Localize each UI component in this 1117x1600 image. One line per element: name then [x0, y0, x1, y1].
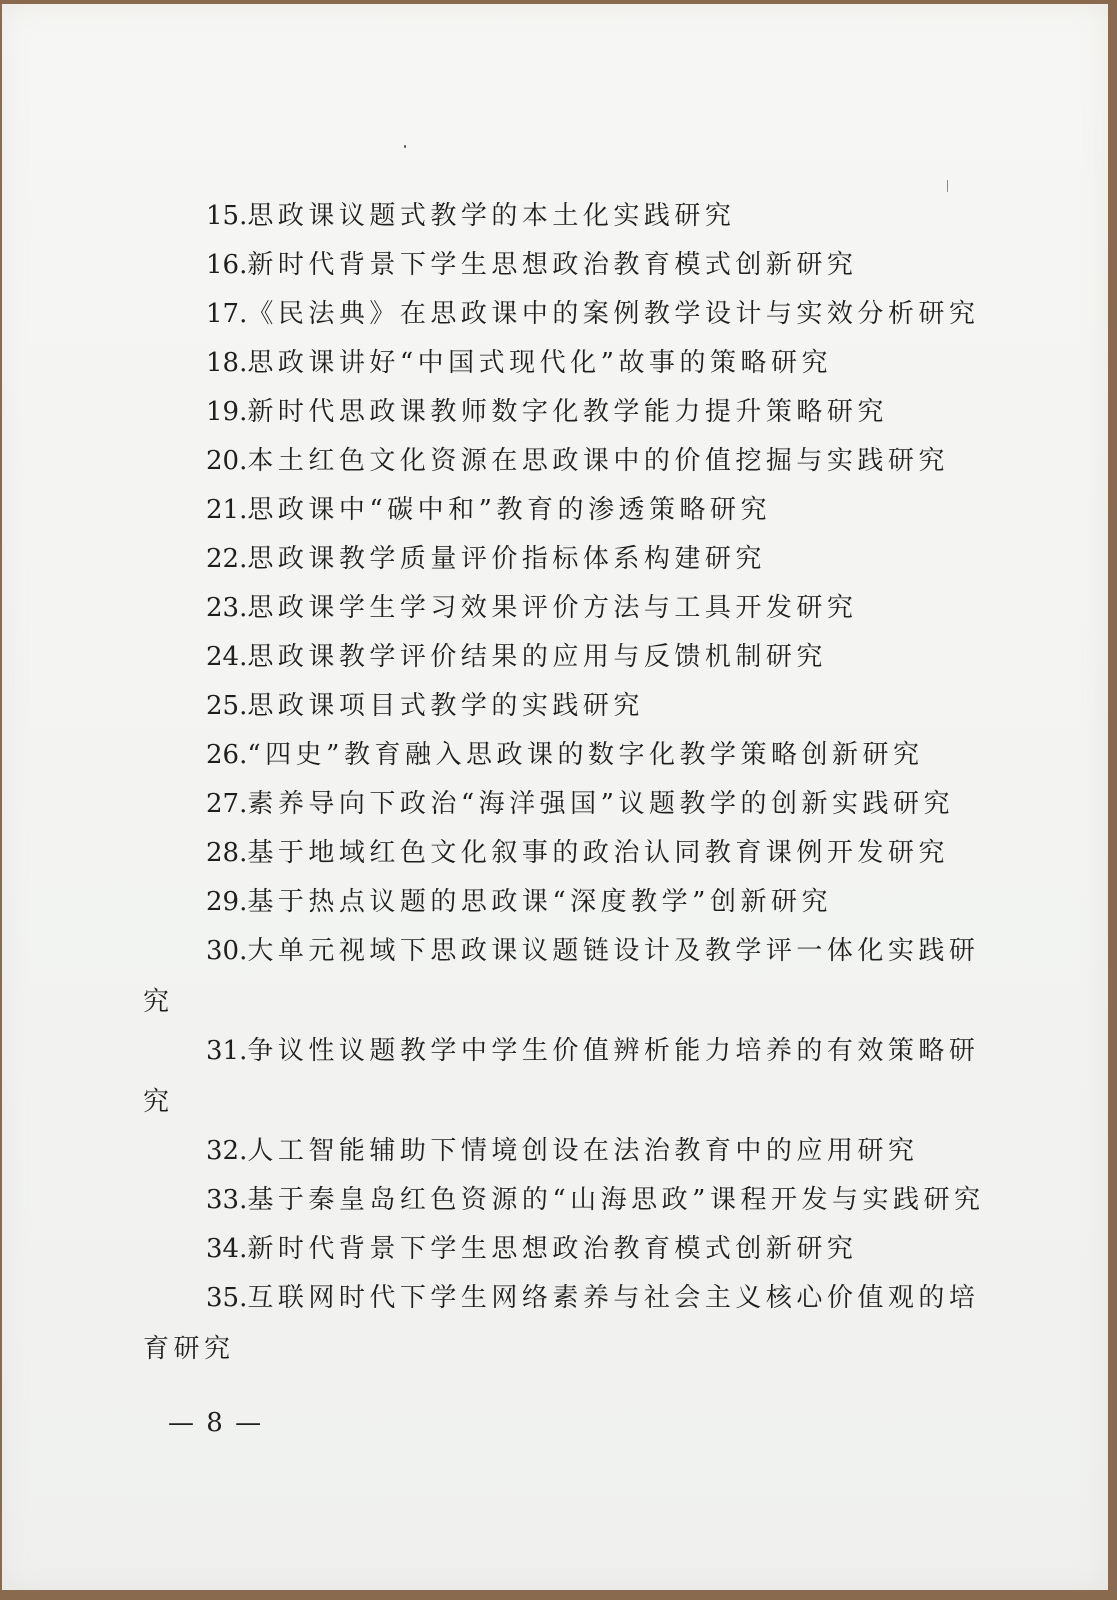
item-number: 23.	[206, 593, 248, 623]
item-text: 新时代思政课教师数字化教学能力提升策略研究	[247, 397, 888, 427]
list-item	[2, 731, 1108, 780]
list-item	[2, 878, 1108, 927]
item-number: 35.	[206, 1283, 248, 1313]
item-number: 30.	[206, 936, 248, 966]
list-item	[2, 1274, 1108, 1374]
item-text: 基于地域红色文化叙事的政治认同教育课例开发研究	[247, 838, 949, 868]
list-item	[2, 192, 1108, 241]
item-number: 28.	[206, 838, 248, 868]
item-text: 思政课项目式教学的实践研究	[247, 691, 644, 721]
list-item	[2, 780, 1108, 829]
item-number: 16.	[206, 250, 248, 280]
list-item	[2, 339, 1108, 388]
list-item	[2, 1027, 1108, 1127]
item-text: 争议性议题教学中学生价值辨析能力培养的有效策略研	[247, 1036, 980, 1066]
item-text: 思政课讲好“中国式现代化”故事的策略研究	[247, 348, 832, 378]
item-text: 大单元视域下思政课议题链设计及教学评一体化实践研	[247, 936, 980, 966]
item-number: 19.	[206, 397, 248, 427]
list-item	[2, 535, 1108, 584]
item-number: 21.	[206, 495, 248, 525]
item-text: 素养导向下政治“海洋强国”议题教学的创新实践研究	[247, 789, 954, 819]
item-text: 思政课学生学习效果评价方法与工具开发研究	[247, 593, 858, 623]
item-number: 18.	[206, 348, 248, 378]
item-text: “四史”教育融入思政课的数字化教学策略创新研究	[247, 740, 924, 770]
list-item	[2, 682, 1108, 731]
item-number: 17.	[206, 299, 248, 329]
list-item	[2, 633, 1108, 682]
item-text: 思政课中“碳中和”教育的渗透策略研究	[247, 495, 771, 525]
list-item	[2, 1176, 1108, 1225]
item-number: 31.	[206, 1036, 248, 1066]
research-topic-list	[2, 192, 1108, 1374]
list-item	[2, 486, 1108, 535]
list-item	[2, 1225, 1108, 1274]
item-text: 人工智能辅助下情境创设在法治教育中的应用研究	[247, 1136, 919, 1166]
item-text: 新时代背景下学生思想政治教育模式创新研究	[247, 1234, 858, 1264]
list-item	[2, 1127, 1108, 1176]
item-text: 《民法典》在思政课中的案例教学设计与实效分析研究	[247, 299, 980, 329]
item-continuation: 究	[143, 1087, 174, 1117]
list-item	[2, 927, 1108, 1027]
item-text: 新时代背景下学生思想政治教育模式创新研究	[247, 250, 858, 280]
item-number: 15.	[206, 201, 248, 231]
item-number: 34.	[206, 1234, 248, 1264]
item-number: 29.	[206, 887, 248, 917]
list-item	[2, 388, 1108, 437]
item-number: 24.	[206, 642, 248, 672]
item-text: 本土红色文化资源在思政课中的价值挖掘与实践研究	[247, 446, 949, 476]
item-text: 思政课教学评价结果的应用与反馈机制研究	[247, 642, 827, 672]
paper-speck	[947, 180, 948, 192]
item-text: 互联网时代下学生网络素养与社会主义核心价值观的培	[247, 1283, 980, 1313]
item-number: 22.	[206, 544, 248, 574]
item-number: 32.	[206, 1136, 248, 1166]
page-number: — 8 —	[168, 1408, 264, 1438]
item-number: 27.	[206, 789, 248, 819]
list-item	[2, 290, 1108, 339]
list-item	[2, 241, 1108, 290]
item-number: 26.	[206, 740, 248, 770]
item-number: 25.	[206, 691, 248, 721]
item-number: 33.	[206, 1185, 248, 1215]
item-text: 基于热点议题的思政课“深度教学”创新研究	[247, 887, 832, 917]
list-item	[2, 437, 1108, 486]
item-continuation: 育研究	[143, 1334, 235, 1364]
list-item	[2, 829, 1108, 878]
document-page	[2, 4, 1108, 1590]
item-number: 20.	[206, 446, 248, 476]
list-item	[2, 584, 1108, 633]
item-text: 思政课议题式教学的本土化实践研究	[247, 201, 736, 231]
item-text: 基于秦皇岛红色资源的“山海思政”课程开发与实践研究	[247, 1185, 985, 1215]
paper-speck	[404, 145, 406, 148]
item-continuation: 究	[143, 987, 174, 1017]
item-text: 思政课教学质量评价指标体系构建研究	[247, 544, 766, 574]
